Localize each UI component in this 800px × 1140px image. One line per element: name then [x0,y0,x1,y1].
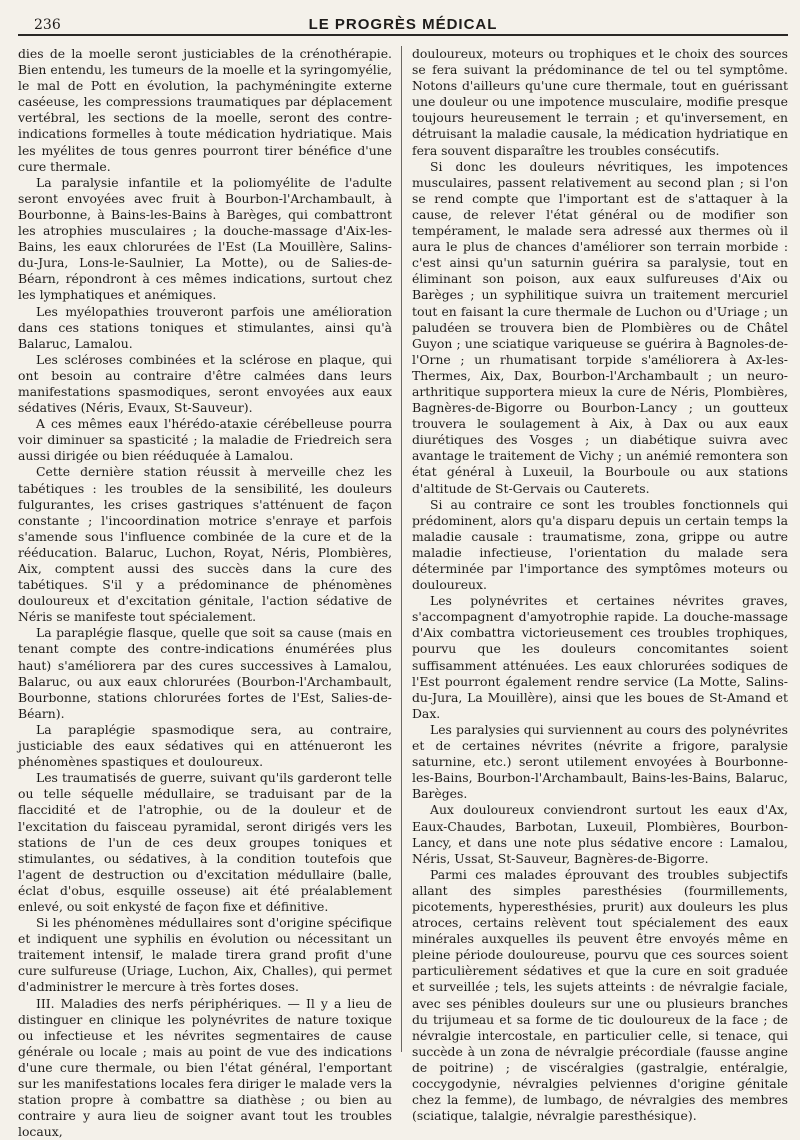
header-rule [18,34,788,36]
column-divider [401,46,402,1052]
paragraph: La paraplégie spasmodique sera, au contraire, justiciable des eaux sédatives qui en atténueront les phénomènes spastiques et douloureux. [18,721,392,770]
paragraph: Les scléroses combinées et la sclérose en plaque, qui ont besoin au contraire d'être calmées dans leurs manifestations spasmodiques, seront envoyées aux eaux sédatives (Néris, Evaux, St-Sauveur). [18,351,392,416]
page-header [18,10,788,34]
paragraph: dies de la moelle seront justiciables de la crénothérapie. Bien entendu, les tumeurs de la moelle et la syringomyélie, le mal de Pott en évolution, la pachyméningite externe caséeuse, les compressions traumatiques par déplacement vertébral, les sections de la moelle, seront des contre-indications formelles à toute médication hydriatique. Mais les myélites de tous genres pourront tirer bénéfice d'une cure thermale. [18,46,392,174]
paragraph: Les paralysies qui surviennent au cours des polynévrites et de certaines névrites (névrite a frigore, paralysie saturnine, etc.) seront utilement envoyées à Bourbonne-les-Bains, Bourbon-l'Archambault, Bains-les-Bains, Balaruc, Barèges. [412,721,788,802]
paragraph: La paralysie infantile et la poliomyélite de l'adulte seront envoyées avec fruit à Bourbon-l'Archambault, à Bourbonne, à Bains-les-Bains à Barèges, qui combattront les atrophies musculaires ; la douche-massage d'Aix-les-Bains, les eaux chlorurées de l'Est (La Mouillère, Salins-du-Jura, Lons-le-Saulnier, La Motte), ou de Salies-de-Béarn, répondront à ces mêmes indications, surtout chez les lymphatiques et anémiques. [18,174,392,303]
paragraph: Parmi ces malades éprouvant des troubles subjectifs allant des simples paresthésies (fourmillements, picotements, hyperesthésies, prurit) aux douleurs les plus atroces, certains relèvent tout spécialement des eaux minérales auxquelles ils peuvent être envoyés même en pleine période douloureuse, pourvu que ces sources soient particulièrement sédatives et que la cure en soit graduée et surveillée ; tels, les sujets atteints : de névralgie faciale, avec ses pénibles douleurs sur une ou plusieurs branches du trijumeau et sa forme de tic douloureux de la face ; de névralgie intercostale, en particulier celle, si tenace, qui succède à un zona de névralgie précordiale (fausse angine de poitrine) ; de viscéralgies (gastralgie, entéralgie, coccygodynie, névralgies pelviennes d'origine génitale chez la femme), de lumbago, de névralgies des membres (sciatique, talalgie, névralgie paresthésique). [412,866,788,1124]
paragraph: A ces mêmes eaux l'hérédo-ataxie cérébelleuse pourra voir diminuer sa spasticité ; la maladie de Friedreich sera aussi dirigée ou bien rééduquée à Lamalou. [18,416,392,464]
section-paragraph: III. Maladies des nerfs périphériques. — Il y a lieu de distinguer en clinique les polynévrites de nature toxique ou infectieuse et les névrites segmentaires de cause générale ou locale ; mais au point de vue des indications d'une cure thermale, ou bien l'état général, l'emportant sur les manifestations locales fera diriger le malade vers la station propre à combattre sa diathèse ; ou bien au contraire y aura lieu de soigner avant tout les troubles locaux, [18,995,392,1140]
paragraph: douloureux, moteurs ou trophiques et le choix des sources se fera suivant la prédominance de tel ou tel symptôme. Notons d'ailleurs qu'une cure thermale, tout en guérissant une douleur ou une impotence musculaire, modifie presque toujours heureusement le terrain ; et qu'inversement, en détruisant la maladie causale, la médication hydriatique en fera souvent disparaître les troubles consécutifs. [412,46,788,158]
left-column [18,46,392,1140]
paragraph: Si donc les douleurs névritiques, les impotences musculaires, passent relativement au second plan ; si l'on se rend compte que l'important est de s'attaquer à la cause, de relever l'état général ou de modifier son tempérament, le malade sera adressé aux thermes où il aura le plus de chances d'améliorer son terrain morbide : c'est ainsi qu'un saturnin guérira sa paralysie, tout en éliminant son poison, aux eaux sulfureuses d'Aix ou Barèges ; un syphilitique suivra un traitement mercuriel tout en faisant la cure thermale de Luchon ou d'Uriage ; un paludéen se trouvera bien de Plombières ou de Châtel Guyon ; une sciatique variqueuse se guérira à Bagnoles-de-l'Orne ; un rhumatisant torpide s'améliorera à Ax-les-Thermes, Aix, Dax, Bourbon-l'Archambault ; un neuro-arthritique supportera mieux la cure de Néris, Plombières, Bagnères-de-Bigorre ou Bourbon-Lancy ; un goutteux trouvera le soulagement à Aix, à Dax ou aux eaux diurétiques des Vosges ; un diabétique suivra avec avantage le traitement de Vichy ; un anémié remontera son état général à Luxeuil, la Bourboule ou aux stations d'altitude de St-Gervais ou Cauterets. [412,158,788,496]
paragraph: Si les phénomènes médullaires sont d'origine spécifique et indiquent une syphilis en évolution ou nécessitant un traitement intensif, le malade tirera grand profit d'une cure sulfureuse (Uriage, Luchon, Aix, Challes), qui permet d'administrer le mercure à très fortes doses. [18,915,392,995]
paragraph: La paraplégie flasque, quelle que soit sa cause (mais en tenant compte des contre-indications énumérées plus haut) s'améliorera par des cures successives à Lamalou, Balaruc, ou aux eaux chlorurées (Bourbon-l'Archambault, Bourbonne, stations chlorurées fortes de l'Est, Salies-de-Béarn). [18,625,392,721]
paragraph: Les myélopathies trouveront parfois une amélioration dans ces stations toniques et stimulantes, ainsi qu'à Balaruc, Lamalou. [18,303,392,351]
paragraph: Aux douloureux conviendront surtout les eaux d'Ax, Eaux-Chaudes, Barbotan, Luxeuil, Plombières, Bourbon-Lancy, et dans une note plus sédative encore : Lamalou, Néris, Ussat, St-Sauveur, Bagnères-de-Bigorre. [412,802,788,866]
paragraph: Les polynévrites et certaines névrites graves, s'accompagnent d'amyotrophie rapide. La douche-massage d'Aix combattra victorieusement ces troubles trophiques, pourvu que les douleurs concomitantes soient suffisamment atténuées. Les eaux chlorurées sodiques de l'Est pourront également rendre service (La Motte, Salins-du-Jura, La Mouillère), ainsi que les boues de St-Amand et Dax. [412,593,788,721]
page-number: 236 [34,17,61,33]
paragraph: Si au contraire ce sont les troubles fonctionnels qui prédominent, alors qu'a disparu depuis un certain temps la maladie causale : traumatisme, zona, grippe ou autre maladie infectieuse, l'orientation du malade sera déterminée par l'importance des symptômes moteurs ou douloureux. [412,496,788,593]
paragraph: Cette dernière station réussit à merveille chez les tabétiques : les troubles de la sensibilité, les douleurs fulgurantes, les crises gastriques s'atténuent de façon constante ; l'incoordination motrice s'enraye et parfois s'amende sous l'influence combinée de la cure et de la rééducation. Balaruc, Luchon, Royat, Néris, Plombières, Aix, comptent aussi des succès dans la cure des tabétiques. S'il y a prédominance de phénomènes douloureux et d'excitation génitale, l'action sédative de Néris se manifeste tout spécialement. [18,464,392,625]
right-column [412,46,788,1124]
running-title: LE PROGRÈS MÉDICAL [308,16,498,33]
paragraph: Les traumatisés de guerre, suivant qu'ils garderont telle ou telle séquelle médullaire, se traduisant par de la flaccidité et de l'atrophie, ou de la douleur et de l'excitation du faisceau pyramidal, seront dirigés vers les stations de l'un de ces deux groupes toniques et stimulantes, ou sédatives, à la condition toutefois que l'agent de destruction ou d'excitation médullaire (balle, éclat d'obus, esquille osseuse) ait été préalablement enlevé, ou soit enkysté de façon fixe et définitive. [18,770,392,914]
